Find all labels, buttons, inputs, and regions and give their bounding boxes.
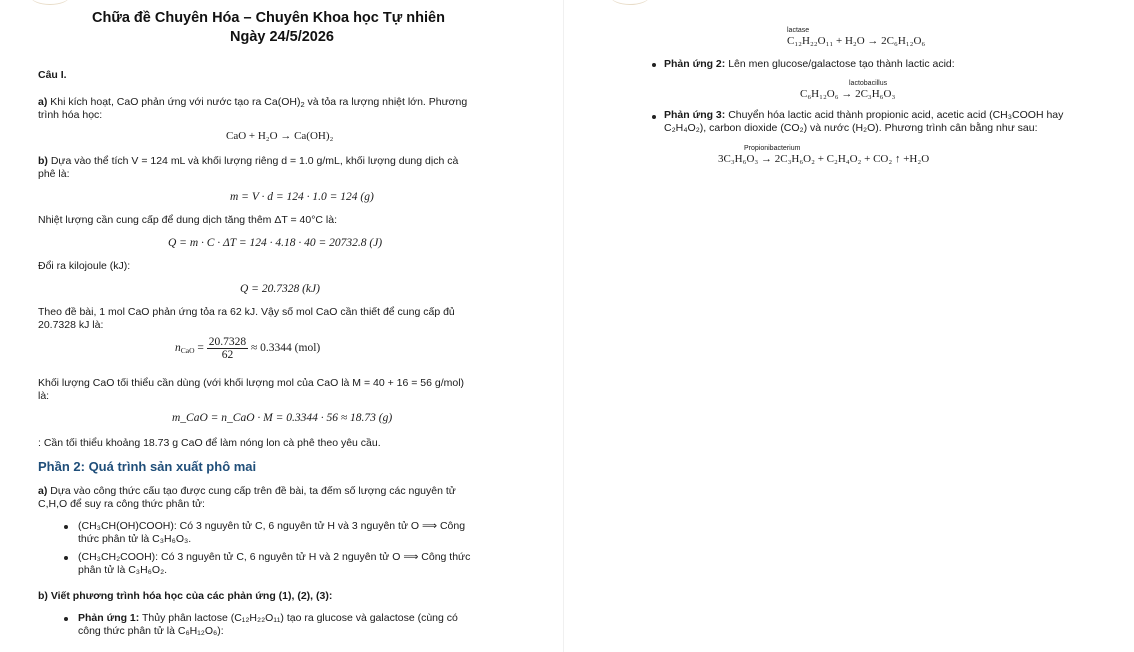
fraction-denominator: 62 [221, 349, 234, 361]
bullet-icon [652, 63, 656, 67]
part-2a-text: Dựa vào công thức cấu tạo được cung cấp trên đề bài, ta đếm số lượng các nguyên tử [47, 485, 456, 497]
bullet-icon [652, 115, 656, 119]
reaction-3-text: Chuyển hóa lactic acid thành propionic acid, acetic acid (CH₃COOH hay [725, 109, 1064, 121]
document-date: Ngày 24/5/2026 [230, 29, 334, 45]
equation-mass: m = V · d = 124 · 1.0 = 124 (g) [230, 191, 374, 203]
reaction-3-line2: C₂H₄O₂), carbon dioxide (CO₂) và nước (H₂O). Phương trình cân bằng như sau: [664, 122, 1038, 134]
bullet-propionic-line1: (CH₃CH₂COOH): Có 3 nguyên tử C, 6 nguyên tử H và 2 nguyên tử O ⟹ Công thức [78, 551, 471, 563]
propionibacterium-condition: Propionibacterium [744, 145, 801, 152]
part-a-label: a) [38, 96, 48, 108]
equation-heat-kj: Q = 20.7328 (kJ) [240, 283, 320, 295]
heat-text: Nhiệt lượng cần cung cấp để dung dịch tăng thêm ΔT = 40°C là: [38, 214, 337, 226]
reaction-3-label: Phản ứng 3: [664, 109, 726, 121]
kj-text: Đổi ra kilojoule (kJ): [38, 260, 131, 272]
part-b-text: Dựa vào thể tích V = 124 mL và khối lượng riêng d = 1.0 g/mL, khối lượng dung dịch cà [47, 155, 459, 167]
part-a-text: Khi kích hoạt, CaO phản ứng với nước tạo ra Ca(OH) [47, 96, 301, 108]
part-2b-heading: b) Viết phương trình hóa học của các phản ứng (1), (2), (3): [38, 590, 333, 602]
reaction-2-line [664, 58, 955, 70]
bullet-icon [64, 556, 68, 560]
bullet-propionic-line2: phân tử là C₃H₆O₂. [78, 564, 168, 576]
part-2a-text-line2: C,H,O để suy ra công thức phân tử: [38, 498, 205, 510]
equation-fermentation: C₆H₁₂O₆ → 2C₃H₆O₃ [800, 88, 896, 100]
bullet-icon [64, 525, 68, 529]
lactobacillus-condition: lactobacillus [849, 80, 888, 87]
reaction-1-text: Thủy phân lactose (C₁₂H₂₂O₁₁) tạo ra glucose và galactose (cùng có [139, 612, 458, 624]
reaction-1-line1 [78, 612, 458, 624]
reaction-3-line1 [664, 109, 1063, 121]
part-2a-text-line1 [38, 485, 456, 497]
part-a-text-end: và tỏa ra lượng nhiệt lớn. Phương [304, 96, 468, 108]
moles-result: ≈ 0.3344 (mol) [251, 342, 321, 355]
part-a-text-line2: trình hóa học: [38, 109, 103, 121]
equation-lactose-hydrolysis: C₁₂H₂₂O₁₁ + H₂O → 2C₆H₁₂O₆ [787, 35, 926, 47]
document-title: Chữa đề Chuyên Hóa – Chuyên Khoa học Tự nhiên [92, 10, 445, 26]
equation-propionic: 3C₃H₆O₃ → 2C₃H₆O₂ + C₂H₄O₂ + CO₂ ↑ +H₂O [718, 153, 930, 165]
part-b-text-line1 [38, 155, 458, 167]
mass-text-line1: Khối lượng CaO tối thiểu cần dùng (với khối lượng mol của CaO là M = 40 + 16 = 56 g/mol) [38, 377, 465, 389]
moles-symbol: n [175, 342, 181, 355]
conclusion-text: : Cần tối thiểu khoảng 18.73 g CaO để làm nóng lon cà phê theo yêu cầu. [38, 437, 381, 449]
moles-fraction [207, 336, 248, 361]
equation-moles: $n_{CaO}$ = $\frac{20.7328}{62}$ ≈ 0.3344 (mol) [175, 336, 321, 361]
equation-cao-mass: m_CaO = n_CaO · M = 0.3344 · 56 ≈ 18.73 (g) [172, 412, 393, 424]
moles-subscript: CaO [180, 346, 195, 356]
bullet-icon [64, 617, 68, 621]
column-divider [563, 0, 564, 652]
part-2a-label: a) [38, 485, 48, 497]
left-column [0, 0, 560, 652]
reaction-1-line2: công thức phân tử là C₆H₁₂O₆): [78, 625, 224, 637]
part-2-heading: Phần 2: Quá trình sản xuất phô mai [38, 459, 257, 474]
equation-heat: Q = m · C · ΔT = 124 · 4.18 · 40 = 20732.8 (J) [168, 237, 383, 249]
part-b-label: b) [38, 155, 48, 167]
moles-text-line2: 20.7328 kJ là: [38, 319, 104, 331]
reaction-2-text: Lên men glucose/galactose tạo thành lactic acid: [725, 58, 955, 70]
right-column [568, 0, 1134, 652]
fraction-numerator: 20.7328 [208, 336, 247, 348]
bullet-lactic-line2: thức phân tử là C₃H₆O₃. [78, 533, 192, 545]
moles-text-line1: Theo đề bài, 1 mol CaO phản ứng tỏa ra 62 kJ. Vậy số mol CaO cần thiết để cung cấp đủ [38, 306, 455, 318]
question-1-heading: Câu I. [38, 69, 67, 81]
mass-text-line2: là: [38, 390, 50, 402]
equation-cao-water: CaO + H₂O → Ca(OH)₂ [226, 130, 334, 142]
bullet-lactic-line1: (CH₃CH(OH)COOH): Có 3 nguyên tử C, 6 nguyên tử H và 3 nguyên tử O ⟹ Công [78, 520, 466, 532]
lactase-condition: lactase [787, 27, 810, 34]
part-a-text-line1: a) Khi kích hoạt, CaO phản ứng với nước tạo ra $Ca(OH)_2$ và tỏa ra lượng nhiệt lớn. Phương [38, 96, 468, 109]
reaction-2-label: Phản ứng 2: [664, 58, 726, 70]
reaction-1-label: Phản ứng 1: [78, 612, 140, 624]
part-b-text-line2: phê là: [38, 168, 70, 180]
